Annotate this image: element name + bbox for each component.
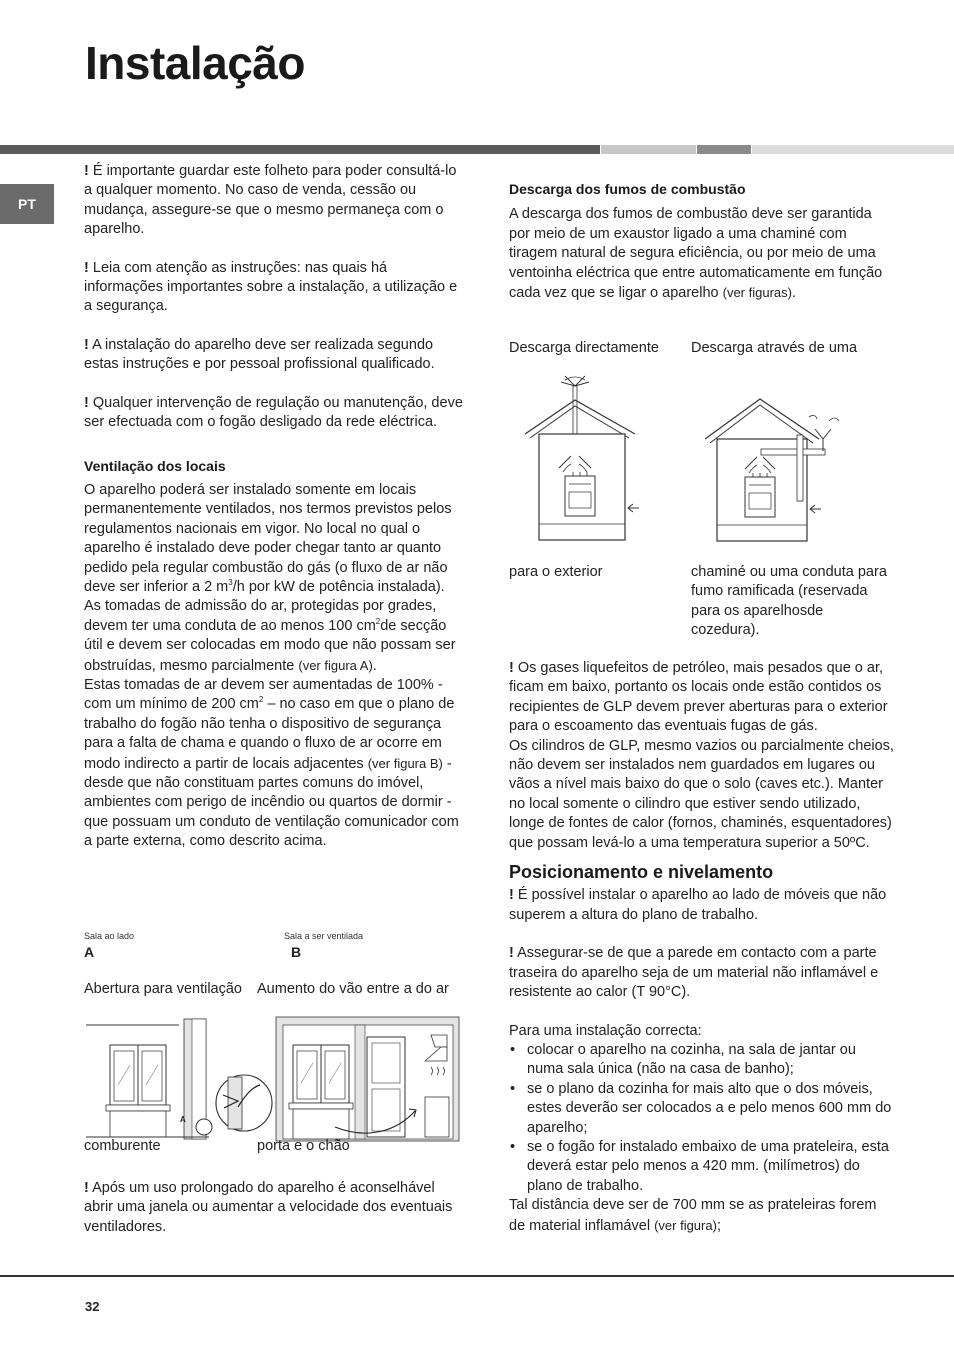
ventilation-figure-b	[275, 1015, 465, 1143]
ventilation-figure-a	[84, 1015, 274, 1143]
figure-b-letter: B	[291, 944, 302, 960]
language-tab: PT	[0, 184, 54, 224]
page-number: 32	[85, 1299, 100, 1314]
figure-b-caption-top: Aumento do vão entre a do ar	[257, 981, 449, 997]
section-heading-ventilation: Ventilação dos locais	[84, 458, 226, 475]
left-column	[84, 162, 464, 852]
list-item: • se o fogão for instalado embaixo de uma prateleira, esta deverá estar pelo menos a 420 mm. (milímetros) do plano de trabalho.	[527, 1138, 894, 1196]
notice-paragraph: ! Qualquer intervenção de regulação ou manutenção, deve ser efectuada com o fogão desligado da rede eléctrica.	[84, 394, 463, 431]
right-column-top	[509, 180, 889, 303]
lpg-paragraph: Os cilindros de GLP, mesmo vazios ou parcialmente cheios, não devem ser instalados nem guardados em lugares ou vãos a nível mais baixo do que o solo (caves etc.). Manter no local somente o cilindro que estiver sendo utilizado, longe de fontes de calor (fornos, chaminés, esquentadores) que possam levá-lo a uma temperatura superior a 50ºC.	[509, 737, 894, 851]
positioning-paragraph: ! Assegurar-se de que a parede em contacto com a parte traseira do aparelho seja de um material não inflamável e resistente ao calor (T 90°C).	[509, 945, 879, 1001]
list-item: • se o plano da cozinha for mais alto que o dos móveis, estes deverão ser colocados a e pelo menos 600 mm do aparelho;	[527, 1080, 894, 1138]
notice-paragraph: ! A instalação do aparelho deve ser realizada segundo estas instruções e por pessoal profissional qualificado.	[84, 336, 435, 373]
figure-b-caption-bottom: porta e o chão	[257, 1138, 350, 1154]
ventilation-paragraph: As tomadas de admissão do ar, protegidas por grades, devem ter uma conduta de ao menos 100 $cm^2de$ secção útil e devem ser colocadas em modo que não possam ser obstruídas, mesmo parcialmente (ver figura A).	[84, 598, 456, 674]
right-column-main	[509, 659, 894, 1236]
direct-discharge-figure	[525, 372, 640, 544]
notice-paragraph: ! É importante guardar este folheto para poder consultá-lo a qualquer momento. No caso de venda, cessão ou mudança, assegure-se que o mesmo permaneça com o aparelho.	[84, 163, 457, 238]
header-bar-mid	[697, 145, 751, 154]
figure-b-label: Sala a ser ventilada	[284, 931, 364, 941]
ventilation-paragraph: O aparelho poderá ser instalado somente em locais permanentemente ventilados, nos termos previstos pelos regulamentos nacionais em vigor. No local no qual o aparelho é instalado deve poder chegar tanto ar quanto pedido pela regular combustão do gás (o fluxo de ar não deve ser inferior a 2 $m^3/h$ por kW de potência instalada).	[84, 481, 452, 595]
figure-a-caption-top: Abertura para ventilação	[84, 981, 242, 997]
figure-a-label: Sala ao lado	[84, 931, 135, 941]
after-use-notice: ! Após um uso prolongado do aparelho é aconselhável abrir uma janela ou aumentar a velocidade dos eventuais ventiladores.	[84, 1180, 453, 1235]
notice-paragraph: ! Leia com atenção as instruções: nas quais há informações importantes sobre a instalação, a utilização e a segurança.	[84, 259, 458, 315]
section-heading-positioning: Posicionamento e nivelamento	[509, 862, 774, 883]
header-bar-light-end	[752, 145, 954, 154]
header-bar-dark	[0, 145, 600, 154]
lpg-paragraph: ! Os gases liquefeitos de petróleo, mais pesados que o ar, ficam em baixo, portanto os locais onde estão contidos os recipientes de GLP devem prever aberturas para o exterior para o escoamento das eventuais fugas de gás.	[509, 660, 888, 735]
positioning-intro: Para uma instalação correcta:	[509, 1022, 702, 1039]
section-heading-fumes: Descarga dos fumos de combustão	[509, 181, 746, 197]
installation-list	[509, 1041, 894, 1196]
fumes-caption-2-top: Descarga através de uma	[691, 340, 858, 356]
chimney-discharge-figure	[705, 395, 845, 545]
exclamation-mark: !	[84, 163, 89, 179]
fumes-caption-1-top: Descarga directamente	[509, 340, 659, 356]
figure-a-caption-bottom: comburente	[84, 1138, 161, 1154]
footer-rule	[0, 1275, 954, 1277]
fumes-caption-2-bottom: chaminé ou uma conduta para fumo ramificada (reservada para os aparelhosde cozedura).	[691, 564, 887, 639]
figure-a-letter: A	[84, 944, 95, 960]
positioning-closing: Tal distância deve ser de 700 mm se as prateleiras forem de material inflamável (ver figura);	[509, 1197, 877, 1234]
page-title: Instalação	[85, 37, 305, 89]
figure-a-marker: A	[180, 1115, 186, 1124]
fumes-paragraph: A descarga dos fumos de combustão deve ser garantida por meio de um exaustor ligado a uma chaminé com tiragem natural de segura eficiência, ou por meio de uma ventoinha eléctrica que entre automaticamente em função cada vez que se ligar o aparelho (ver figuras).	[509, 206, 883, 302]
positioning-paragraph: ! É possível instalar o aparelho ao lado de móveis que não superem a altura do plano de trabalho.	[509, 887, 887, 923]
ventilation-paragraph: Estas tomadas de ar devem ser aumentadas de 100% - com um mínimo de 200 $cm^2$ – no caso em que o plano de trabalho do fogão não tenha o dispositivo de segurança para a falta de chama e quando o fluxo de ar ocorre em modo indirecto a partir de locais adjacentes (ver figura B) - desde que não constituam partes comuns do imóvel, ambientes com perigo de incêndio ou quartos de dormir - que possuam um conduto de ventilação comunicador com a parte externa, como descrito acima.	[84, 676, 459, 850]
fumes-caption-1-bottom: para o exterior	[509, 564, 603, 580]
list-item: • colocar o aparelho na cozinha, na sala de jantar ou numa sala única (não na casa de banho);	[527, 1041, 894, 1080]
header-bar-light	[601, 145, 696, 154]
